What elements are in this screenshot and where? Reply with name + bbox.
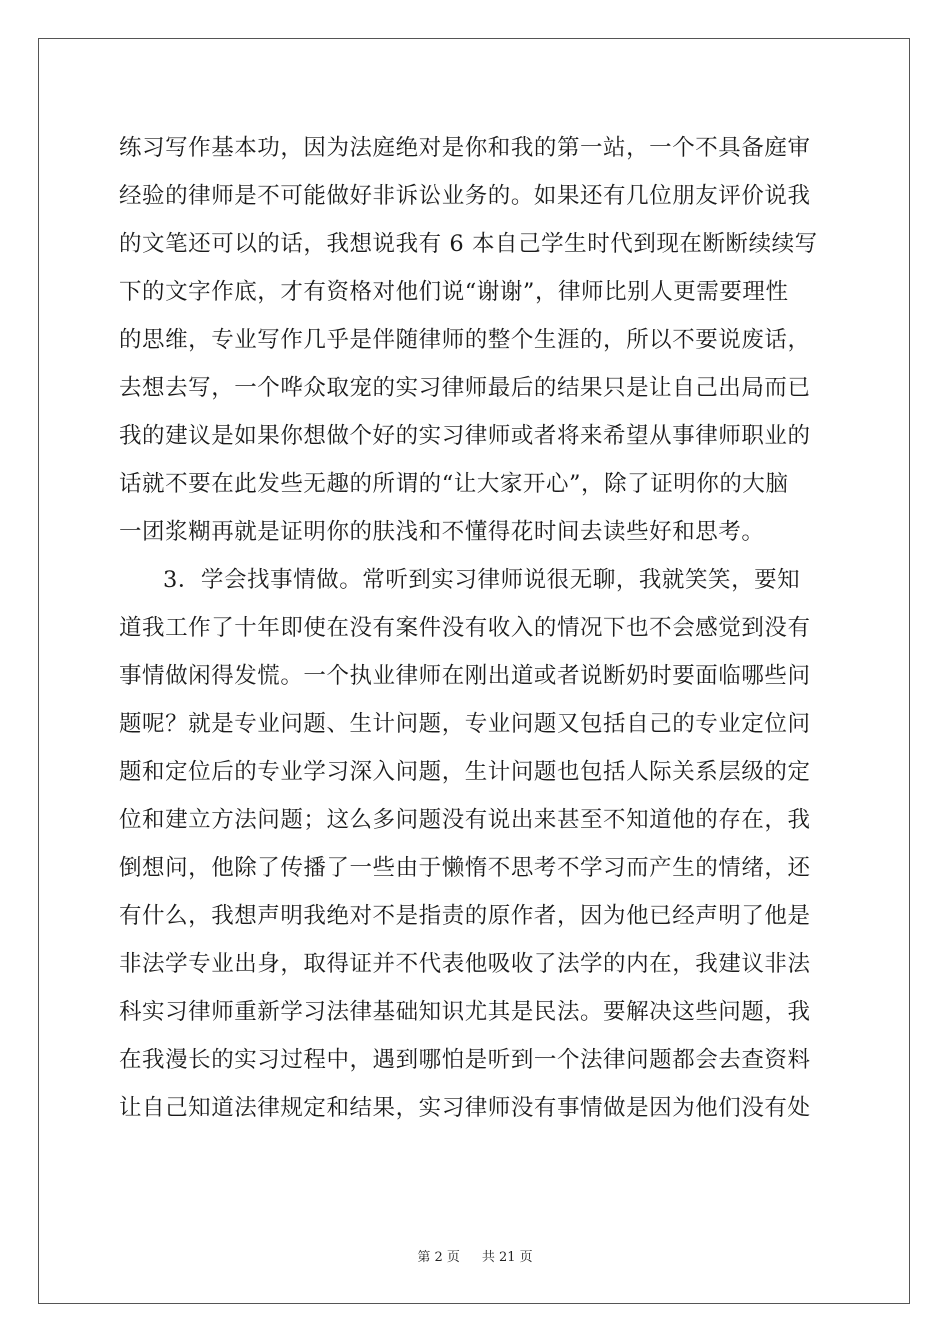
text-line: 3．学会找事情做。常听到实习律师说很无聊，我就笑笑，要知 xyxy=(163,567,801,593)
document-body xyxy=(119,124,831,1132)
text-line: 道我工作了十年即使在没有案件没有收入的情况下也不会感觉到没有 xyxy=(119,615,811,641)
text-line: 的文笔还可以的话，我想说我有 6 本自己学生时代到现在断断续续写 xyxy=(119,231,818,257)
text-line: 下的文字作底，才有资格对他们说“谢谢”，律师比别人更需要理性 xyxy=(119,279,789,305)
text-line: 非法学专业出身，取得证并不代表他吸收了法学的内在，我建议非法 xyxy=(119,951,811,977)
text-line: 倒想问，他除了传播了一些由于懒惰不思考不学习而产生的情绪，还 xyxy=(119,855,811,881)
text-line: 练习写作基本功，因为法庭绝对是你和我的第一站，一个不具备庭审 xyxy=(119,135,811,161)
text-line: 去想去写，一个哗众取宠的实习律师最后的结果只是让自己出局而已 xyxy=(119,375,811,401)
text-line: 一团浆糊再就是证明你的肤浅和不懂得花时间去读些好和思考。 xyxy=(119,519,765,545)
text-line: 题呢？就是专业问题、生计问题，专业问题又包括自己的专业定位问 xyxy=(119,711,811,737)
text-line: 事情做闲得发慌。一个执业律师在刚出道或者说断奶时要面临哪些问 xyxy=(119,663,811,689)
text-line: 有什么，我想声明我绝对不是指责的原作者，因为他已经声明了他是 xyxy=(119,903,811,929)
text-line: 位和建立方法问题；这么多问题没有说出来甚至不知道他的存在，我 xyxy=(119,807,811,833)
text-line: 题和定位后的专业学习深入问题，生计问题也包括人际关系层级的定 xyxy=(119,759,811,785)
text-line: 科实习律师重新学习法律基础知识尤其是民法。要解决这些问题，我 xyxy=(119,999,811,1025)
text-line: 让自己知道法律规定和结果，实习律师没有事情做是因为他们没有处 xyxy=(119,1095,811,1121)
text-line: 在我漫长的实习过程中，遇到哪怕是听到一个法律问题都会去查资料 xyxy=(119,1047,811,1073)
total-pages: 共 21 页 xyxy=(481,1250,533,1265)
text-line: 的思维，专业写作几乎是伴随律师的整个生涯的，所以不要说废话， xyxy=(119,327,811,353)
page-number: 第 2 页 xyxy=(417,1250,460,1265)
text-line: 话就不要在此发些无趣的所谓的“让大家开心”，除了证明你的大脑 xyxy=(119,471,789,497)
text-line: 我的建议是如果你想做个好的实习律师或者将来希望从事律师职业的 xyxy=(119,423,811,449)
text-line: 经验的律师是不可能做好非诉讼业务的。如果还有几位朋友评价说我 xyxy=(119,183,811,209)
page-footer xyxy=(0,1246,950,1265)
